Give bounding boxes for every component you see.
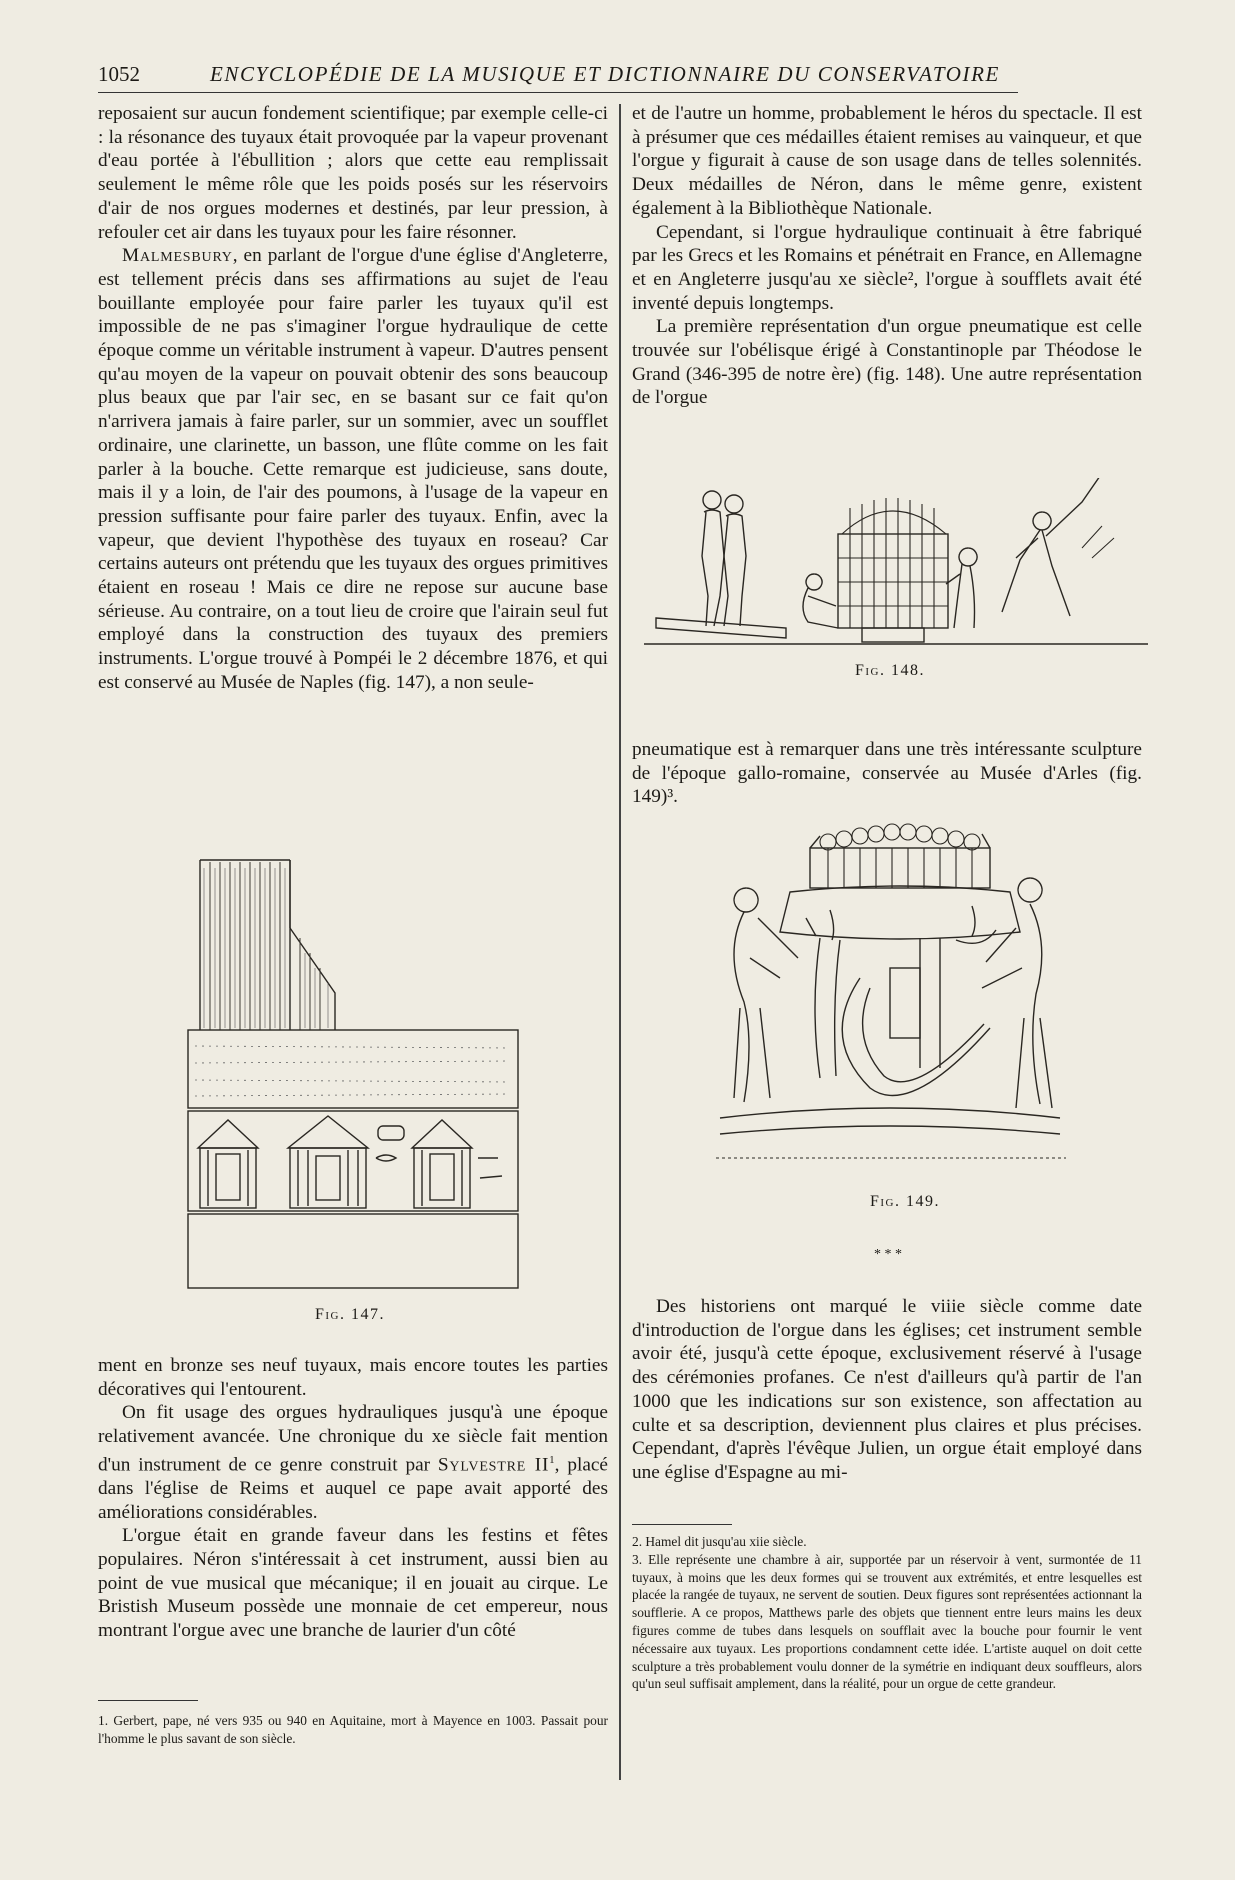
author-name: Sylvestre II bbox=[437, 1454, 550, 1476]
footnote: 1. Gerbert, pape, né vers 935 ou 940 en Aquitaine, mort à Mayence en 1003. Passait pour l'homme le plus savant de son siècle. bbox=[98, 1713, 608, 1746]
wind-chest bbox=[780, 886, 1020, 939]
figure-149-arles-organ-sculpture bbox=[710, 808, 1070, 1168]
blower-figure-right bbox=[982, 878, 1052, 1108]
page-header bbox=[98, 60, 1018, 93]
footnote-marker: 1 bbox=[549, 1453, 555, 1466]
figure-148-caption: Fig. 148. bbox=[854, 662, 925, 679]
stars-text: * * * bbox=[874, 1247, 902, 1262]
paragraph: et de l'autre un homme, probablement le héros du spectacle. Il est à présumer que ces médailles étaient remises au vainqueur, et que l'orgue y figurait à cause de son usage dans de telles solennités. Deux médailles de Néron, dans le même genre, existent également à la Bibliothèque Nationale. bbox=[632, 103, 1142, 219]
right-column-text-top bbox=[632, 102, 1142, 410]
figure-right bbox=[946, 548, 977, 628]
section-separator-stars bbox=[868, 1247, 908, 1262]
footnote: 3. Elle représente une chambre à air, supportée par un réservoir à vent, surmontée de 11 tuyaux, à moins que les deux formes qui se trouvent aux extrémités, et entre lesquelles est placée la rangée de tuyaux, ne servent de soutien. Deux figures sont représentées actionnant la soufflerie. A ce propos, Matthews parle des objets que tiennent entre leurs mains les deux figures comme de tubes dans lesquels on soufflait avec la bouche pour fournir le vent nécessaire aux tuyaux. Les proportions condamnent cette idée. L'artiste auquel on doit cette sculpture a très probablement voulu donner de la symétrie en indiquant deux souffleurs, alors qu'un seul suffisait amplement, dans la réalité, pour un orgue de cette grandeur. bbox=[632, 1551, 1142, 1692]
paragraph: Des historiens ont marqué le viiie siècle comme date d'introduction de l'orgue dans les églises; cet instrument semble avoir été, jusqu'à cette époque, exclusivement réservé à l'usage des cérémonies profanes. Ce n'est d'ailleurs qu'à partir de l'an 1000 que les indications sur son existence, son affectation au culte et sa description, deviennent plus claires et plus précises. Cependant, d'après l'évêque Julien, un orgue était employé dans une église d'Espagne au mi- bbox=[632, 1296, 1142, 1483]
paragraph: L'orgue était en grande faveur dans les festins et fêtes populaires. Néron s'intéressait à cet instrument, aussi bien au point de vue musical que mécanique; il en jouait au cirque. Le Bristish Museum possède une monnaie de cet empereur, nous montrant l'orgue avec une branche de laurier d'un côté bbox=[98, 1525, 608, 1642]
leaping-figure bbox=[1002, 478, 1100, 616]
footnote-rule bbox=[98, 1700, 198, 1701]
paragraph-text: , en parlant de l'orgue d'une église d'Angleterre, est tellement précis dans ses affirmations au sujet de l'eau bouillante employée pour faire parler les tuyaux qu'il est impossible de ne pas s'imaginer l'orgue hydraulique de cette époque comme un véritable instrument à vapeur. D'autres pensent qu'au moyen de la vapeur on pouvait obtenir des sons beaucoup plus beaux que par l'air sec, en se basant sur ce fait qu'on n'arrivera jamais à faire parler, sur un sommier, avec un soufflet ordinaire, une clarinette, un basson, une flûte comme on les fait parler à la bouche. Cette remarque est judicieuse, sans doute, mais il y a loin, de l'air des poumons, à l'usage de la vapeur en pression suffisante pour faire parler des tuyaux. Enfin, avec la vapeur, que devient l'hypothèse des tuyaux en roseau? Car certains auteurs ont prétendu que les tuyaux des orgues primitives étaient en roseau ! Mais ce dire ne repose sur aucune base sérieuse. Au contraire, on a tout lieu de croire que l'airain seul fut employé dans la construction des tuyaux des premiers instruments. L'orgue trouvé à Pompéi le 2 décembre 1876, et qui est conservé au Musée de Naples (fig. 147), a non seule- bbox=[98, 245, 608, 693]
temple-left bbox=[198, 1120, 258, 1208]
temple-right bbox=[412, 1120, 472, 1208]
figure-147-pompeii-organ bbox=[180, 858, 522, 1290]
footnotes-left bbox=[98, 1712, 608, 1748]
left-column-text-bottom bbox=[98, 1354, 608, 1643]
paragraph bbox=[98, 1401, 608, 1524]
organ-pipes bbox=[810, 824, 990, 888]
organ-band bbox=[188, 1030, 518, 1108]
footnote: 2. Hamel dit jusqu'au xiie siècle. bbox=[632, 1534, 807, 1549]
organ-pipes bbox=[200, 860, 335, 1030]
page-number: 1052 bbox=[98, 62, 140, 86]
organ-plinth bbox=[188, 1214, 518, 1288]
author-name: Malmesbury bbox=[122, 245, 233, 267]
figure-149-caption: Fig. 149. bbox=[869, 1193, 940, 1210]
running-title: ENCYCLOPÉDIE DE LA MUSIQUE ET DICTIONNAIRE DU CONSERVATOIRE bbox=[210, 62, 1000, 86]
footnotes-right bbox=[632, 1533, 1142, 1693]
reservoir bbox=[815, 930, 996, 1078]
paragraph: Cependant, si l'orgue hydraulique continuait à être fabriqué par les Grecs et les Romains et pénétrait en France, en Allemagne et en Angleterre jusqu'au xe siècle², l'orgue à soufflets avait été inventé depuis longtemps. bbox=[632, 221, 1142, 314]
standing-figures bbox=[702, 491, 746, 626]
footnote-rule bbox=[632, 1524, 732, 1525]
seated-figure-left bbox=[803, 574, 838, 628]
right-column-text-bottom bbox=[632, 1295, 1142, 1485]
paragraph: La première représentation d'un orgue pneumatique est celle trouvée sur l'obélisque érigé à Constantinople par Théodose le Grand (346-395 de notre ère) (fig. 148). Une autre représentation de l'orgue bbox=[632, 316, 1142, 409]
figure-148-theodosius-obelisk-organ bbox=[642, 478, 1150, 650]
figure-147-caption: Fig. 147. bbox=[314, 1306, 385, 1323]
column-divider bbox=[619, 104, 621, 1780]
paragraph-text: On fit usage des orgues hydrauliques jusqu'à une époque relativement avancée. Une chronique du xe siècle fait mention d'un instrument de ce genre construit par bbox=[98, 1402, 608, 1476]
sculpture-base bbox=[720, 1108, 1060, 1134]
temple-center bbox=[288, 1116, 368, 1208]
paragraph-text: , placé dans l'église de Reims et auquel ce pape avait apporté des améliorations considérables. bbox=[98, 1454, 608, 1523]
organ-base bbox=[188, 1111, 518, 1211]
left-column-text-top bbox=[98, 102, 608, 695]
organ bbox=[838, 498, 948, 642]
bellows-plank bbox=[656, 618, 786, 638]
paragraph: pneumatique est à remarquer dans une très intéressante sculpture de l'époque gallo-romaine, conservée au Musée d'Arles (fig. 149)³. bbox=[632, 739, 1142, 808]
paragraph: reposaient sur aucun fondement scientifique; par exemple celle-ci : la résonance des tuyaux était provoquée par la vapeur provenant d'eau portée à l'ébullition ; alors que cette eau remplissait seulement le même rôle que les poids posés sur les réservoirs d'air de nos orgues modernes et destinés, par leur pression, à refouler cet air dans les tuyaux pour les faire résonner. bbox=[98, 103, 608, 243]
paragraph: ment en bronze ses neuf tuyaux, mais encore toutes les parties décoratives qui l'entourent. bbox=[98, 1355, 608, 1400]
right-column-text-middle bbox=[632, 738, 1142, 809]
paragraph bbox=[98, 244, 608, 694]
blower-figure-left bbox=[734, 888, 798, 1102]
